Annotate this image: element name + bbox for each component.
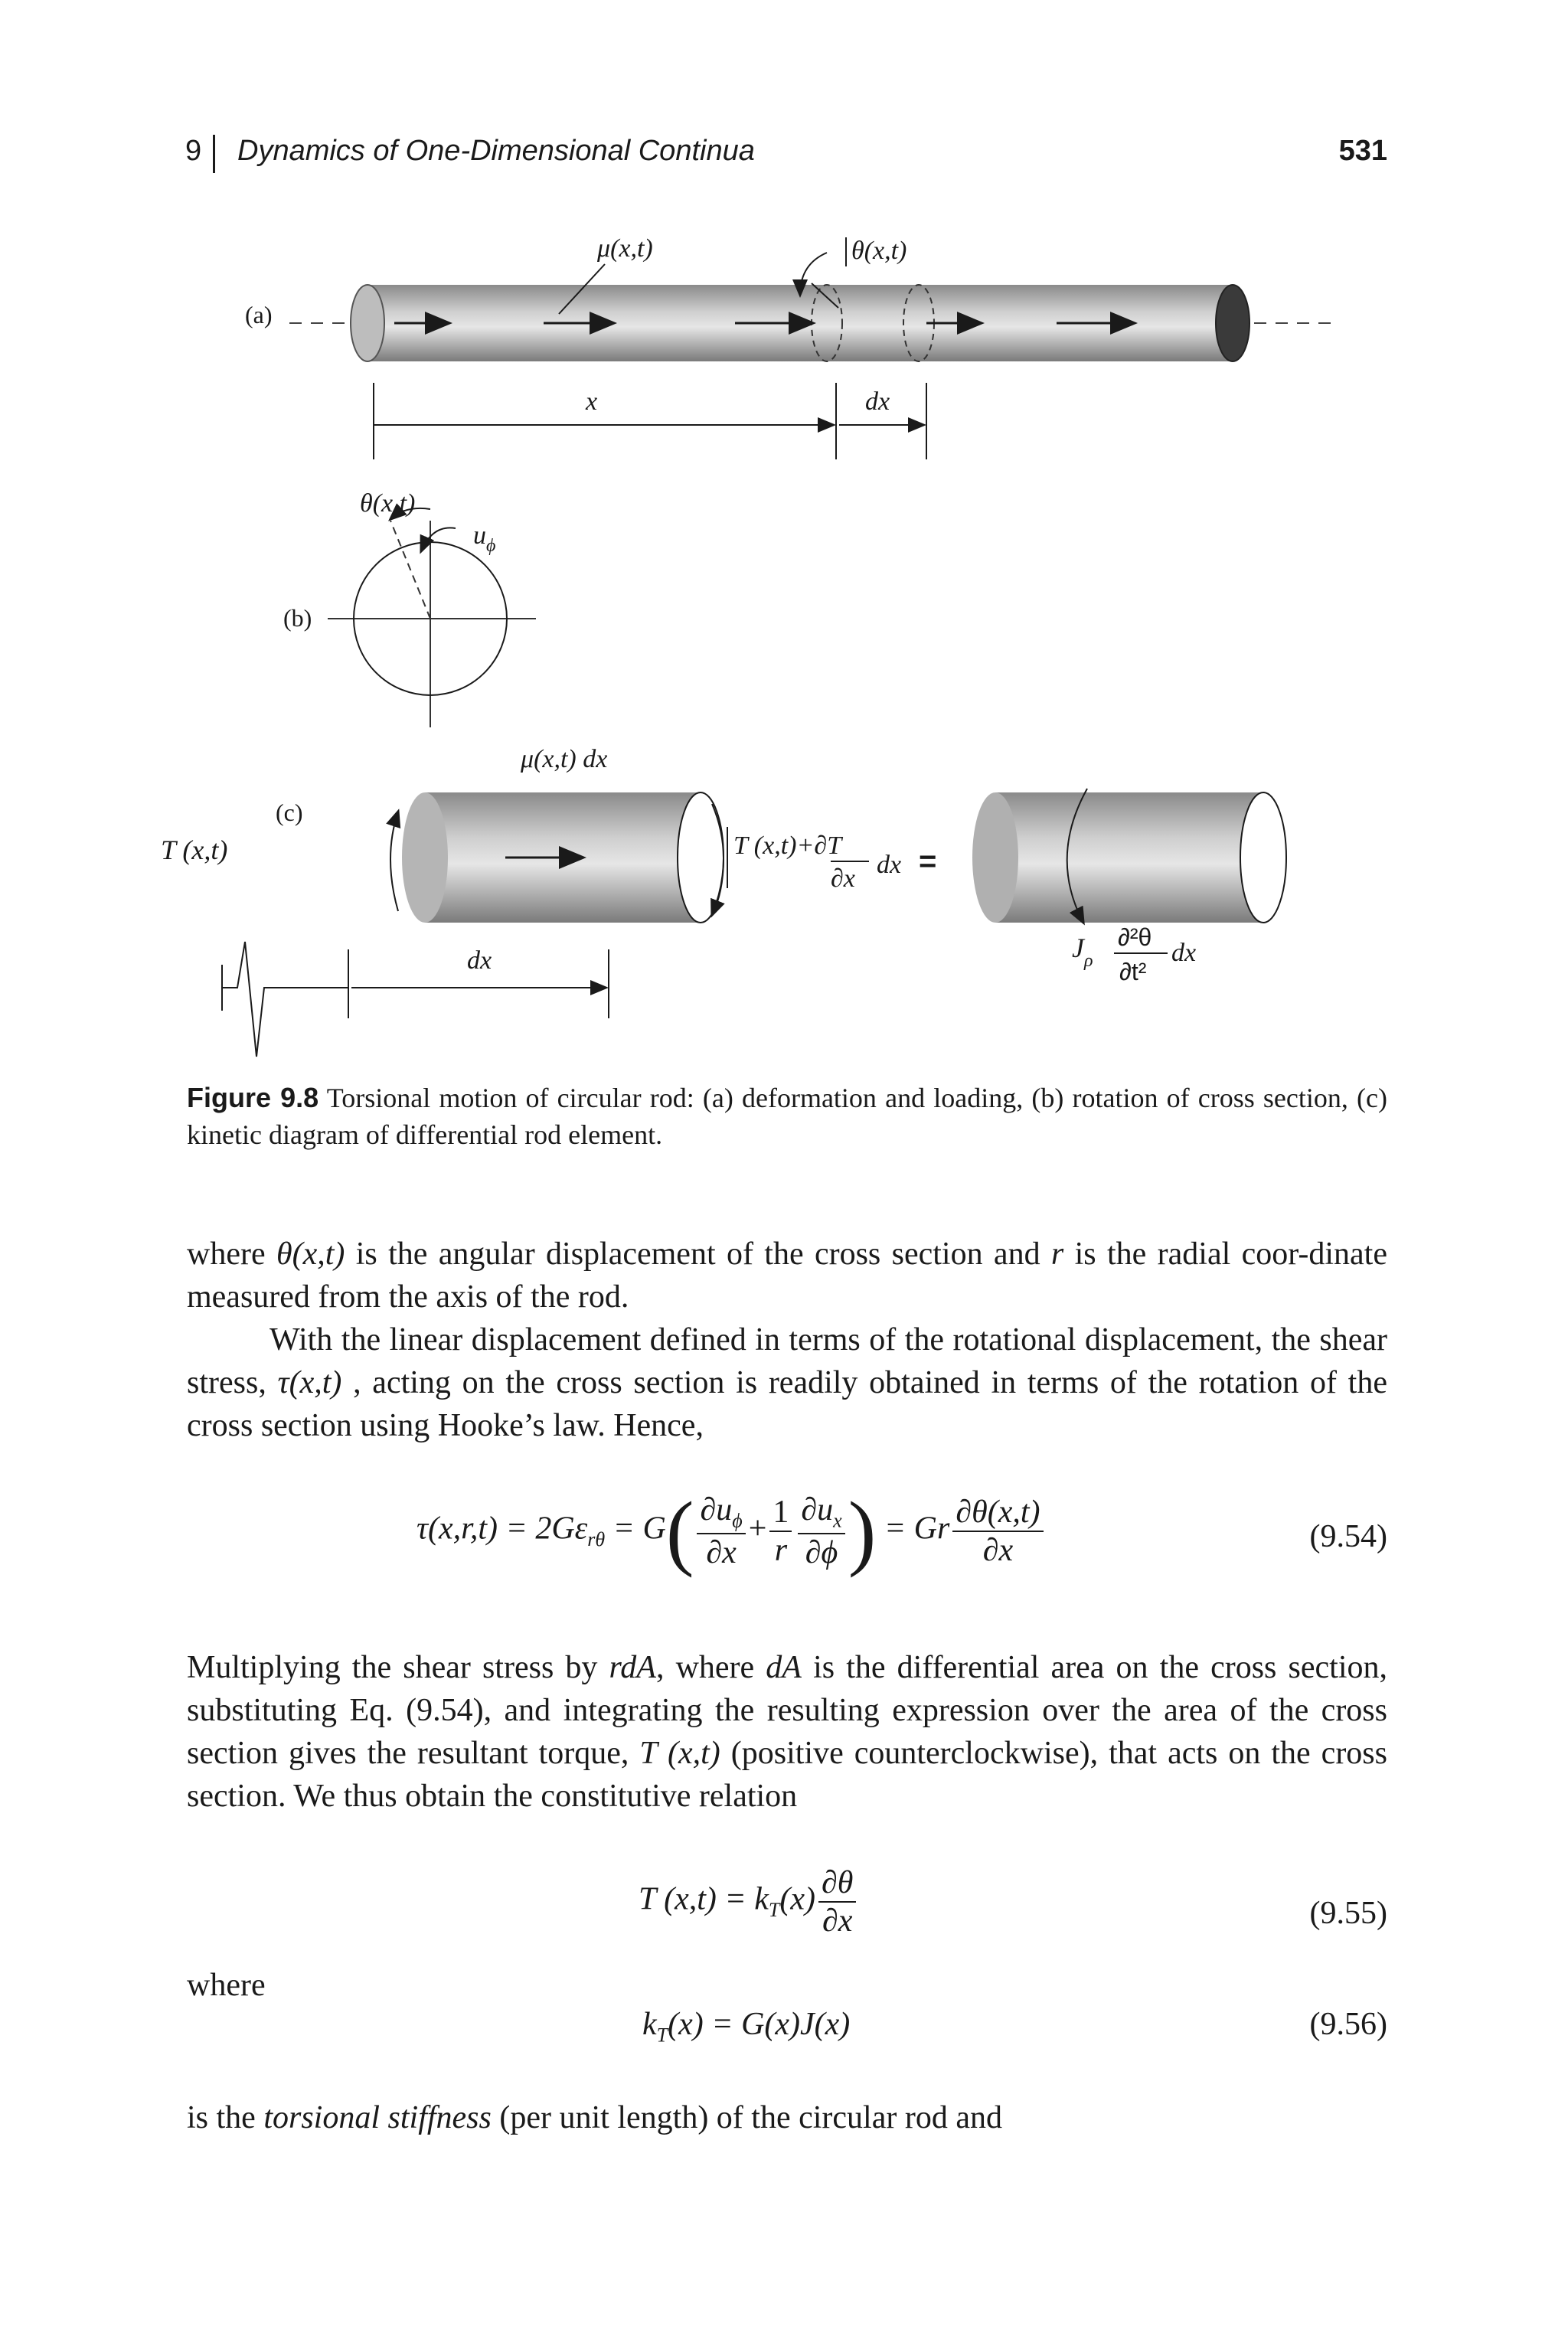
where-line: where xyxy=(187,1968,266,2003)
math-dA: dA xyxy=(766,1650,802,1685)
right-torque-den: ∂x xyxy=(831,864,855,893)
frac1-num-sub: ϕ xyxy=(732,1509,743,1532)
panel-a xyxy=(245,234,1332,459)
paragraph-2 xyxy=(187,1318,1387,1447)
frac2-den: r xyxy=(774,1533,788,1568)
eq54-frac4 xyxy=(952,1494,1043,1569)
eq54-frac1 xyxy=(697,1491,745,1570)
eq54-G: = G xyxy=(605,1511,666,1547)
math-r: r xyxy=(1050,1237,1064,1272)
equals-sign: = xyxy=(919,845,937,878)
frac2-num: 1 xyxy=(769,1494,792,1532)
eq55-lhs-sub: T xyxy=(768,1899,780,1922)
figure-drawing xyxy=(161,222,1332,1064)
text-run: is the radial coor-dinate measured from the axis of the rod. xyxy=(187,1237,1387,1315)
rod-left-end xyxy=(351,285,384,361)
panel-b-label: (b) xyxy=(283,604,312,632)
header-divider xyxy=(213,135,215,173)
paragraph-1 xyxy=(187,1233,1387,1318)
dim-dx-label: dx xyxy=(865,387,890,416)
text-run: is the xyxy=(187,2100,264,2135)
frac3-num xyxy=(798,1491,844,1534)
text-run: Multiplying the shear stress by xyxy=(187,1650,609,1685)
eq56-rest: (x) = G(x)J(x) xyxy=(668,2007,851,2042)
frac4-den: ∂x xyxy=(982,1533,1014,1568)
eq54-plus: + xyxy=(748,1511,767,1547)
eq54-frac2 xyxy=(769,1494,792,1569)
eq56-body xyxy=(642,2006,850,2047)
math-tau: τ(x,t) xyxy=(277,1365,342,1400)
inertia-dx: dx xyxy=(1171,939,1197,967)
rod-right-end xyxy=(1216,285,1250,361)
eq54-body xyxy=(416,1485,1047,1578)
frac3-num-sub: x xyxy=(833,1509,842,1532)
chapter-number: 9 xyxy=(185,135,202,167)
text-run: With the linear displacement defined in terms of the rotational displacement, the shear stress, xyxy=(187,1322,1387,1400)
math-theta: θ(x,t) xyxy=(276,1237,345,1272)
math-rdA: rdA xyxy=(609,1650,656,1685)
eq55-lhs: T (x,t) = k xyxy=(639,1881,769,1917)
eq55-frac xyxy=(818,1864,856,1939)
panel-b xyxy=(283,489,536,727)
eq56-lhs: k xyxy=(642,2007,657,2042)
text-run: (positive counterclockwise), that acts on the cross section. We thus obtain the constitutive relation xyxy=(187,1736,1387,1814)
text-run: where xyxy=(187,1237,276,1272)
eq54-lhs: τ(x,r,t) = 2Gε xyxy=(416,1511,588,1547)
frac4-num: ∂θ(x,t) xyxy=(952,1494,1043,1532)
load-label: μ(x,t) xyxy=(597,234,653,263)
c-dim-label: dx xyxy=(467,946,492,975)
eq54-number: (9.54) xyxy=(1309,1519,1387,1554)
kinetic-right-face xyxy=(1240,792,1286,923)
eq55-frac-den: ∂x xyxy=(822,1903,853,1939)
figure-caption xyxy=(187,1080,1387,1153)
rotated-radius xyxy=(390,521,430,619)
kinetic-left-face xyxy=(972,792,1018,923)
panel-c xyxy=(161,745,1286,1057)
right-torque-dx: dx xyxy=(877,851,902,879)
eq55-number: (9.55) xyxy=(1309,1896,1387,1931)
emphasis-torsional-stiffness: torsional stiffness xyxy=(263,2100,492,2135)
text-run: , where xyxy=(655,1650,766,1685)
paragraph-4 xyxy=(187,2096,1387,2139)
page-number: 531 xyxy=(1338,135,1387,167)
frac1-den: ∂x xyxy=(706,1534,737,1570)
frac1-num xyxy=(697,1491,745,1534)
eq55-mid: (x) xyxy=(779,1881,815,1917)
paragraph-3 xyxy=(187,1646,1387,1818)
eq55-body xyxy=(639,1864,859,1939)
right-torque-label: T (x,t)+∂T xyxy=(733,831,842,860)
panel-a-label: (a) xyxy=(245,301,273,328)
right-paren: ) xyxy=(848,1485,877,1578)
dim-x-label: x xyxy=(586,387,598,416)
eq54-lhs-sub: rθ xyxy=(587,1528,606,1551)
frac3-den: ∂ϕ xyxy=(805,1534,838,1570)
text-run: is the angular displacement of the cross section and xyxy=(345,1237,1051,1272)
eq54-Gr: = Gr xyxy=(876,1511,950,1547)
running-header xyxy=(185,135,1387,173)
eq56-lhs-sub: T xyxy=(656,2024,668,2047)
inertia-J: $J_\rho$ xyxy=(1072,933,1093,971)
eq55-frac-num: ∂θ xyxy=(818,1864,856,1903)
figure-9-8 xyxy=(161,222,1332,1064)
break-line xyxy=(222,942,348,1057)
eq56-number: (9.56) xyxy=(1309,2007,1387,2042)
equation-9-55 xyxy=(187,1864,1387,1964)
equation-9-56 xyxy=(187,2006,1387,2060)
panel-c-label: (c) xyxy=(276,799,303,826)
kinetic-body xyxy=(995,792,1263,923)
rotation-label: θ(x,t) xyxy=(851,237,907,265)
text-run: (per unit length) of the circular rod and xyxy=(491,2100,1002,2135)
caption-label: Figure 9.8 xyxy=(187,1082,319,1113)
left-paren: ( xyxy=(665,1485,694,1578)
b-rotation-label: θ(x,t) xyxy=(360,489,416,518)
c-load-label: μ(x,t) dx xyxy=(521,745,608,773)
left-torque-arrow xyxy=(390,812,398,911)
text-run: is the differential area on the cross section, substituting Eq. (9.54), and integrating the resulting expression over the area of the cross section gives the resultant torque, xyxy=(187,1650,1387,1771)
eq54-frac3 xyxy=(798,1491,844,1570)
element-left-face xyxy=(402,792,448,923)
caption-text: Torsional motion of circular rod: (a) deformation and loading, (b) rotation of cross section, (c) kinetic diagram of differential rod element. xyxy=(187,1083,1387,1150)
frac1-num-main: ∂u xyxy=(700,1492,733,1528)
left-torque-label: T (x,t) xyxy=(161,835,228,865)
chapter-title: Dynamics of One-Dimensional Continua xyxy=(237,135,755,167)
inertia-num: ∂²θ xyxy=(1118,923,1152,951)
u-phi-arrow xyxy=(421,528,456,551)
frac3-num-main: ∂u xyxy=(801,1492,834,1528)
u-phi-label: $u_\phi$ xyxy=(473,521,496,556)
equation-9-54 xyxy=(187,1485,1387,1589)
inertia-den: ∂t² xyxy=(1119,958,1147,985)
text-run: , acting on the cross section is readily obtained in terms of the rotation of the cross section using Hooke’s law. Hence, xyxy=(187,1365,1387,1443)
math-T: T (x,t) xyxy=(639,1736,720,1771)
